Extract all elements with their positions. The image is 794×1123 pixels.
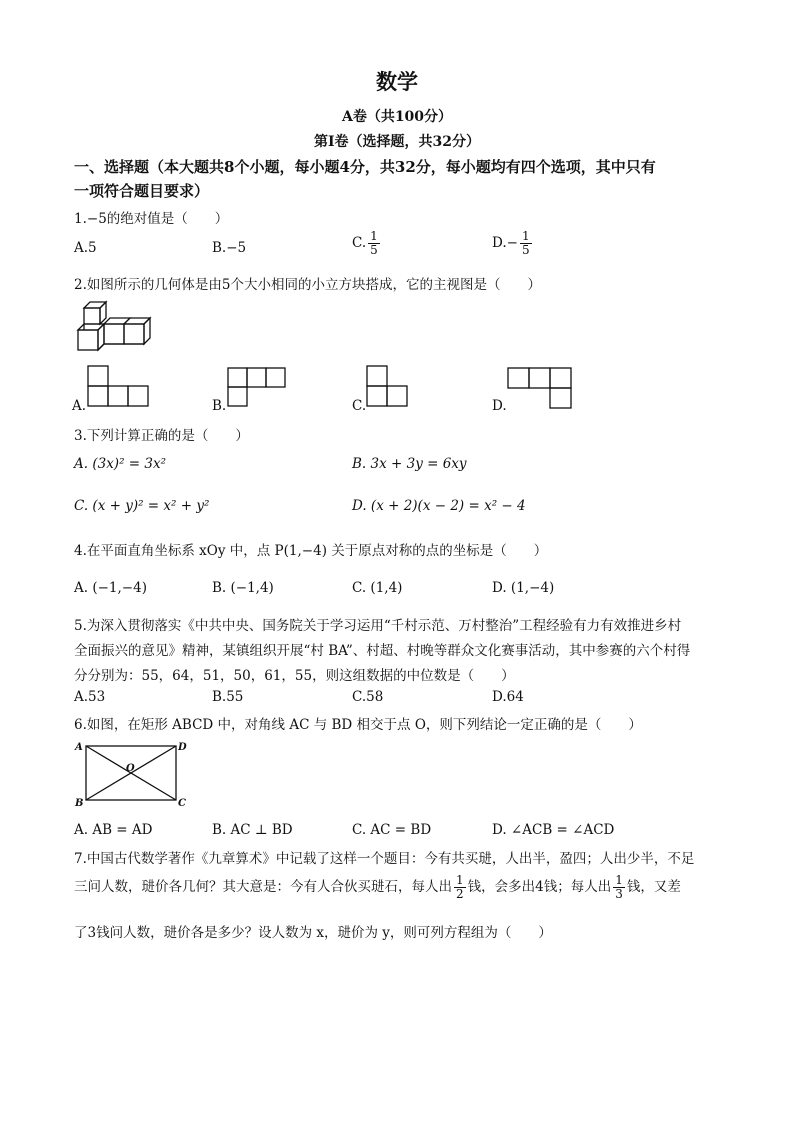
- q2-option-b-label: B.: [212, 398, 227, 414]
- part-one-heading: 第Ⅰ卷（选择题，共32分）: [313, 134, 481, 150]
- q3-option-d: D. (x + 2)(x − 2) = x² − 4: [352, 498, 526, 514]
- q3-option-a: A. (3x)² = 3x²: [74, 456, 166, 472]
- section-heading-line1: 一、选择题（本大题共8个小题，每小题4分，共32分，每小题均有四个选项，其中只有: [74, 158, 656, 176]
- q7-frac1-den: 2: [456, 887, 464, 901]
- fig-label-a: A: [75, 742, 83, 753]
- q1-stem: 1.−5的绝对值是（ ）: [74, 211, 229, 227]
- q4-option-a: A. (−1,−4): [74, 580, 147, 596]
- q7-fraction-third: [613, 874, 625, 901]
- q6-option-a: A. AB = AD: [74, 822, 153, 838]
- q6-option-d: D. ∠ACB = ∠ACD: [492, 822, 615, 838]
- q6-option-c: C. AC = BD: [352, 822, 432, 838]
- q6-option-b: B. AC ⊥ BD: [212, 822, 293, 838]
- q1-option-d-prefix: D.−: [492, 235, 518, 251]
- q5-line1: 5.为深入贯彻落实《中共中央、国务院关于学习运用“千村示范、万村整治”工程经验有力有效推进乡村: [74, 618, 682, 634]
- q2-option-b-figure: [227, 367, 291, 411]
- q2-option-d-figure: [507, 367, 575, 411]
- q4-option-b: B. (−1,4): [212, 580, 274, 596]
- q7-frac2-den: 3: [615, 887, 623, 901]
- q2-option-d-label: D.: [492, 398, 507, 414]
- section-heading-line2: 一项符合题目要求）: [74, 182, 210, 200]
- q2-option-a-figure: [87, 365, 151, 409]
- q1-option-d-den: 5: [521, 243, 530, 257]
- q6-rectangle-figure: [72, 737, 192, 811]
- paper-a-heading: A卷（共100分）: [341, 109, 453, 125]
- q7-line3: 了3钱问人数，琎价各是多少？设人数为 x，琎价为 y，则可列方程组为（ ）: [74, 925, 552, 941]
- q4-option-d: D. (1,−4): [492, 580, 555, 596]
- q2-option-a-label: A.: [72, 398, 87, 414]
- q7-fraction-half: [454, 874, 466, 901]
- q1-option-d: [492, 230, 534, 257]
- fig-label-c: C: [178, 798, 186, 809]
- q4-option-c: C. (1,4): [352, 580, 403, 596]
- q5-option-b: B.55: [212, 689, 244, 705]
- q1-option-c-fraction: [368, 230, 380, 257]
- q1-option-d-num: 1: [521, 229, 530, 243]
- q7-line2-part2: 钱，会多出4钱；每人出: [467, 879, 612, 895]
- q5-option-a: A.53: [74, 689, 106, 705]
- q5-line2: 全面振兴的意见》精神，某镇组织开展“村 BA”、村超、村晚等群众文化赛事活动，其中参赛的六个村得: [74, 643, 691, 659]
- q1-option-c: [352, 230, 382, 257]
- q1-option-b: B.−5: [212, 240, 247, 256]
- q2-option-c-figure: [366, 365, 416, 409]
- q7-line2-part3: 钱，又差: [626, 879, 681, 895]
- q7-frac1-num: 1: [456, 873, 464, 887]
- q3-option-b: B. 3x + 3y = 6xy: [352, 456, 467, 472]
- q3-option-c: C. (x + y)² = x² + y²: [74, 498, 210, 514]
- q2-stem: 2.如图所示的几何体是由5个大小相同的小立方块搭成，它的主视图是（ ）: [74, 277, 541, 293]
- q7-line2-part1: 三问人数，琎价各几何？其大意是：今有人合伙买琎石，每人出: [74, 879, 452, 895]
- page-title: 数学: [376, 69, 418, 94]
- q1-option-c-prefix: C.: [352, 235, 367, 251]
- q2-solid-figure: [76, 300, 156, 352]
- q3-stem: 3.下列计算正确的是（ ）: [74, 428, 249, 444]
- q1-option-c-num: 1: [370, 229, 378, 243]
- q6-stem: 6.如图，在矩形 ABCD 中，对角线 AC 与 BD 相交于点 O，则下列结论一定正确的是（ ）: [74, 717, 642, 733]
- q5-line3: 分分别为：55，64，51，50，61，55，则这组数据的中位数是（ ）: [74, 668, 515, 684]
- fig-label-d: D: [178, 742, 187, 753]
- q5-option-c: C.58: [352, 689, 384, 705]
- q7-line1: 7.中国古代数学著作《九章算术》中记载了这样一个题目：今有共买琎，人出半，盈四；人出少半，不足: [74, 851, 695, 867]
- q5-option-d: D.64: [492, 689, 524, 705]
- q1-option-c-den: 5: [370, 243, 378, 257]
- q2-option-c-label: C.: [352, 398, 367, 414]
- fig-label-b: B: [75, 798, 84, 809]
- q7-frac2-num: 1: [615, 873, 623, 887]
- q1-option-d-fraction: [520, 230, 532, 257]
- q1-option-a: A.5: [74, 240, 97, 256]
- q7-line2: [74, 874, 681, 901]
- fig-label-o: O: [126, 763, 135, 774]
- q4-stem: 4.在平面直角坐标系 xOy 中，点 P(1,−4) 关于原点对称的点的坐标是（ ）: [74, 543, 548, 559]
